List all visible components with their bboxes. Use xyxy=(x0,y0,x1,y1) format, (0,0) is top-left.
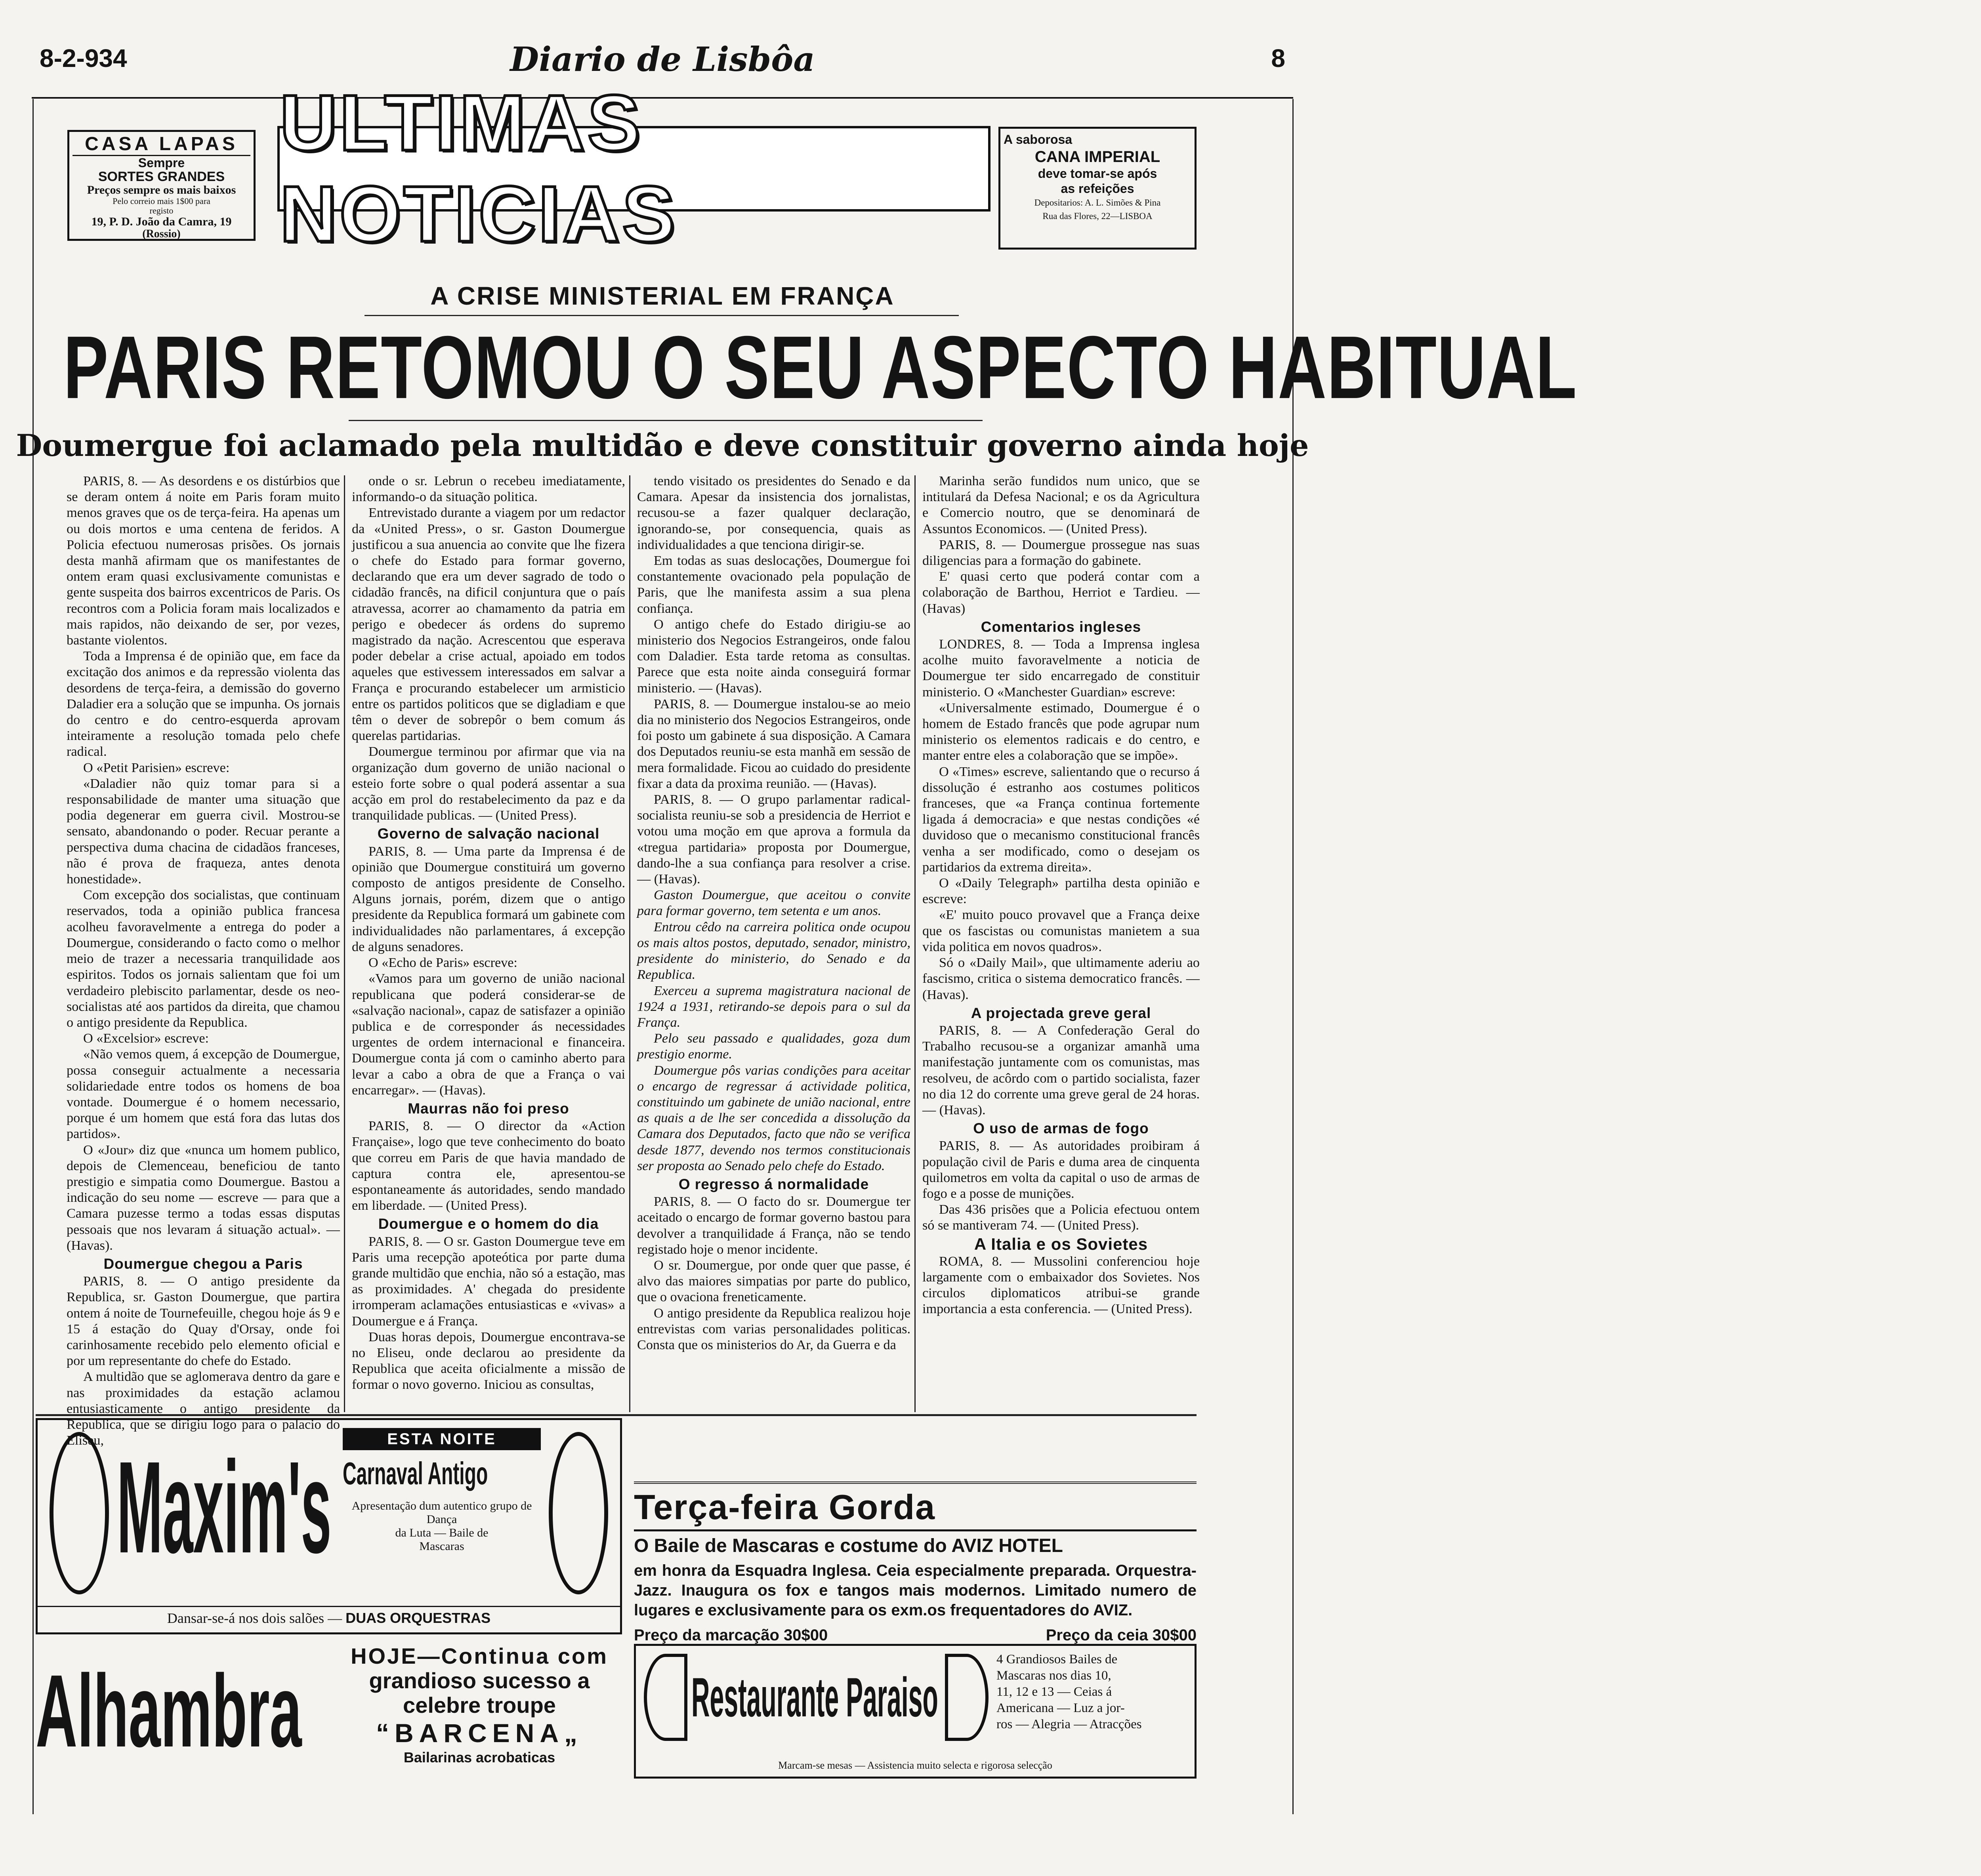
paragraph: Toda a Imprensa é de opinião que, em face da excitação dos animos e da repressão violenta das desordens de terça-feira, a demissão do governo Daladier era a solução que se impunha. Os jornais do centro e do centro-esquerda aprovam inteiramente a resolução tomada pelo chefe radical. xyxy=(67,649,340,759)
paragraph: E' quasi certo que poderá contar com a colaboração de Barthou, Herriot e Tardieu. — (Havas) xyxy=(922,569,1200,616)
ad-alhambra xyxy=(36,1644,622,1790)
alhambra-logo: Alhambra xyxy=(36,1654,302,1769)
alhambra-line4: “BARCENA„ xyxy=(376,1718,583,1748)
paragraph: O «Echo de Paris» escreve: xyxy=(368,955,517,970)
ads-rule xyxy=(634,1481,1197,1484)
maxims-desc1: Apresentação dum autentico grupo de Dança xyxy=(351,1499,532,1526)
paragraph: «Vamos para um governo de união nacional republicana que poderá considerar-se de «salvação nacional», capaz de satisfazer a opinião publica e de corresponder ás necessidades urgentes de ordem internacional e financeira. Doumergue conta já com o caminho aberto para levar a cabo a obra de que a França o vai encarregar». — (Havas). xyxy=(352,971,625,1098)
alhambra-line5: Bailarinas acrobaticas xyxy=(403,1749,555,1765)
restaurante-text5: ros — Alegria — Atracções xyxy=(996,1717,1142,1731)
paragraph: Gaston Doumergue, que aceitou o convite para formar governo, tem setenta e um anos. xyxy=(637,888,910,919)
terca-line1: O Baile de Mascaras e costume do AVIZ HOTEL xyxy=(634,1529,1197,1558)
ad-cana-line6: Rua das Flores, 22—LISBOA xyxy=(1042,211,1153,221)
maxims-desc2: da Luta — Baile de xyxy=(395,1526,489,1539)
ad-maxims xyxy=(36,1418,622,1634)
paragraph: «E' muito pouco provavel que a França deixe que os fascistas ou comunistas manietem a sua vida politica em novos quadros». xyxy=(922,907,1200,954)
paragraph: PARIS, 8. — O facto do sr. Doumergue ter aceitado o encargo de formar governo bastou para devolver a tranquilidade á França, não se tendo registado hoje o menor incidente. xyxy=(637,1194,910,1257)
alhambra-line2: grandioso sucesso a xyxy=(369,1668,590,1693)
ad-casa-lapas-line4: Pelo correio mais 1$00 para xyxy=(113,196,210,206)
ad-casa-lapas-line7: (Rossio) xyxy=(142,228,181,240)
subheadline: Doumergue foi aclamado pela multidão e deve constituir governo ainda hoje xyxy=(16,428,1309,463)
ad-cana-line3: deve tomar-se após xyxy=(1038,166,1157,181)
record-graphic-right xyxy=(549,1432,608,1594)
alhambra-line1: HOJE—Continua com xyxy=(351,1643,608,1668)
paragraph: PARIS, 8. — Uma parte da Imprensa é de opinião que Doumergue constituirá um governo composto de antigos presidente de Conselho. Alguns jornais, porém, dizem que o antigo presidente da Republica formará um gabinete com individualidades não parlamentares, á excepção de alguns senadores. xyxy=(352,844,625,954)
section-title: A projectada greve geral xyxy=(971,1005,1151,1021)
paragraph: PARIS, 8. — Doumergue prossegue nas suas diligencias para a formação do gabinete. xyxy=(922,537,1200,568)
paragraph: «Universalmente estimado, Doumergue é o homem de Estado francês que pode agrupar num ministerio os elementos radicais e do centro, e manter entre eles a colaboração que se impõe». xyxy=(922,700,1200,763)
paragraph: O «Excelsior» escreve: xyxy=(83,1031,209,1046)
paragraph: O antigo chefe do Estado dirigiu-se ao ministerio dos Negocios Estrangeiros, onde falou com Daladier. Esta tarde retoma as consultas. Parece que esta noite ainda conseguirá formar ministerio. — (Havas). xyxy=(637,617,910,696)
logo-graphic-left xyxy=(644,1654,687,1741)
terca-price-left: Preço da marcação 30$00 xyxy=(634,1626,828,1644)
maxims-tonight: ESTA NOITE xyxy=(387,1430,496,1448)
newspaper-masthead: Diario de Lisbôa xyxy=(510,40,815,79)
terca-body: em honra da Esquadra Inglesa. Ceia especialmente preparada. Orquestra-Jazz. Inaugura os fox e tangos mais modernos. Limitado numero de lugares e exclusivamente para os exm.os frequentadores do AVIZ. xyxy=(634,1562,1197,1619)
paragraph: Exerceu a suprema magistratura nacional de 1924 a 1931, retirando-se depois para o sul da França. xyxy=(637,983,910,1030)
maxims-logo: Maxim's xyxy=(117,1434,332,1580)
paragraph: «Não vemos quem, á excepção de Doumergue, possa conseguir actualmente a necessaria solidariedade entre todos os homens de boa vontade. Doumergue é o homem necessario, porque é um homem que está fora das lutas dos partidos». xyxy=(67,1047,340,1142)
paragraph: PARIS, 8. — Doumergue instalou-se ao meio dia no ministerio dos Negocios Estrangeiros, onde foi posto um gabinete á sua disposição. A Camara dos Deputados reuniu-se esta manhã em sessão de mera formalidade. Ficou ao cuidado do presidente fixar a data da proxima reunião. — (Havas). xyxy=(637,696,910,791)
paragraph: O «Jour» diz que «nunca um homem publico, depois de Clemenceau, beneficiou de tanto prestigio e simpatia como Doumergue. Bastou a indicação do seu nome — escreve — para que a Camara puzesse termo a todas essas disputas pessoais que nos levaram á situação actual». — (Havas). xyxy=(67,1142,340,1253)
paragraph: tendo visitado os presidentes do Senado e da Camara. Apesar da insistencia dos jornalistas, recusou-se a fazer qualquer declaração, ignorando-se, por consequencia, quais as individualidades a que tenciona dirigir-se. xyxy=(637,474,910,552)
ad-casa-lapas xyxy=(67,130,256,241)
restaurante-text1: 4 Grandiosos Bailes de xyxy=(996,1652,1118,1666)
paragraph: PARIS, 8. — As desordens e os distúrbios que se deram ontem á noite em Paris foram muito menos graves que os de terça-feira. Ha apenas um ou dois mortos e uma centena de feridos. A Policia efectuou numerosas prisões. Os jornais desta manhã afirmam que os manifestantes de ontem eram quasi exclusivamente comunistas e gente suspeita dos bairros excentricos de Paris. Os recontros com a Policia foram mais localizados e mais rapidos, não deixando de ser, por vezes, bastante violentos. xyxy=(67,474,340,648)
paragraph: Marinha serão fundidos num unico, que se intitulará da Defesa Nacional; e os da Agricultura e Comercio noutro, que se denominará de Assuntos Economicos. — (United Press). xyxy=(922,474,1200,536)
alhambra-line3: celebre troupe xyxy=(403,1693,556,1718)
restaurante-text4: Americana — Luz a jor- xyxy=(996,1701,1125,1715)
column-divider xyxy=(914,475,916,1412)
paragraph: Só o «Daily Mail», que ultimamente aderiu ao fascismo, critica o sistema democratico francês. — (Havas). xyxy=(922,955,1200,1002)
banner-text: ULTIMAS NOTICIAS xyxy=(280,79,678,258)
paragraph: «Daladier não quiz tomar para si a responsabilidade de manter uma situação que podia degenerar em guerra civil. Mostrou-se sensato, abandonando o poder. Recuar perante a perspectiva duma chacina de cidadãos franceses, não é prova de fraqueza, antes denota honestidade». xyxy=(67,776,340,887)
paragraph: onde o sr. Lebrun o recebeu imediatamente, informando-o da situação politica. xyxy=(352,474,625,505)
paragraph: Das 436 prisões que a Policia efectuou ontem só se mantiveram 74. — (United Press). xyxy=(922,1202,1200,1233)
paragraph: Com excepção dos socialistas, que continuam reservados, toda a opinião publica francesa acolheu favoravelmente a entrega do poder a Doumergue, considerando o facto como o melhor meio de trazer a necessaria tranquilidade aos espiritos. Todos os jornais salientam que foi um verdadeiro plebiscito parlamentar, desde os neo-socialistas até aos partidos da direita, que chamou o antigo presidente da Republica. xyxy=(67,888,340,1030)
paragraph: O «Petit Parisien» escreve: xyxy=(83,760,230,775)
ad-casa-lapas-address: 19, P. D. João da Camra, 19 xyxy=(91,215,232,228)
article-column-3 xyxy=(637,473,910,1412)
main-headline-text: PARIS RETOMOU O SEU ASPECTO HABITUAL xyxy=(63,317,1577,417)
restaurante-text2: Mascaras nos dias 10, xyxy=(996,1668,1111,1683)
ad-cana-line5: Depositarios: A. L. Simões & Pina xyxy=(1034,198,1161,208)
paragraph: Em todas as suas deslocações, Doumergue foi constantemente ovacionado pela população de Paris, que lhe manifesta assim a sua plena confiança. xyxy=(637,553,910,616)
paragraph: A multidão que se aglomerava dentro da gare e nas proximidades da estação aclamou entusiasticamente o antigo presidente da Republica, que se dirigiu logo para o palacio do Eliseu, xyxy=(67,1369,340,1448)
paragraph: O «Daily Telegraph» partilha desta opinião e escreve: xyxy=(922,876,1200,907)
ad-cana-imperial xyxy=(998,127,1197,250)
maxims-footer-right: DUAS ORQUESTRAS xyxy=(345,1610,491,1626)
section-title: Doumergue chegou a Paris xyxy=(103,1255,303,1272)
maxims-footer-left: Dansar-se-á nos dois salões — xyxy=(167,1610,342,1626)
ad-casa-lapas-line5: registo xyxy=(149,206,174,215)
ad-cana-line4: as refeições xyxy=(1061,181,1134,196)
paragraph: Entrou cêdo na carreira politica onde ocupou os mais altos postos, deputado, senador, ministro, presidente do ministerio, do Senado e da Republica. xyxy=(637,919,910,982)
paragraph: Doumergue pôs varias condições para aceitar o encargo de regressar á actividade politica, constituindo um gabinete de união nacional, entre as quais a de lhe ser concedida a dissolução da Camara dos Deputados, facto que não se verifica desde 1877, devendo nos termos constitucionais ser proposta ao Senado pelo chefe do Estado. xyxy=(637,1063,910,1173)
logo-graphic-right xyxy=(945,1654,989,1741)
ad-casa-lapas-title: CASA LAPAS xyxy=(73,133,250,156)
restaurante-footer: Marcam-se mesas — Assistencia muito selecta e rigorosa selecção xyxy=(778,1760,1052,1771)
section-title: Governo de salvação nacional xyxy=(377,826,600,842)
articles-bottom-rule xyxy=(36,1414,1197,1416)
paragraph: LONDRES, 8. — Toda a Imprensa inglesa acolhe muito favoravelmente a noticia de Doumergue ter sido encarregado de constituir ministerio. O «Manchester Guardian» escreve: xyxy=(922,637,1200,700)
paragraph: ROMA, 8. — Mussolini conferenciou hoje largamente com o embaixador dos Sovietes. Nos circulos diplomaticos atribui-se grande importancia a esta conferencia. — (United Press). xyxy=(922,1254,1200,1317)
restaurante-logo: Restaurante Paraiso xyxy=(691,1666,938,1728)
ad-restaurante-paraiso xyxy=(634,1644,1197,1779)
restaurante-text3: 11, 12 e 13 — Ceias á xyxy=(996,1685,1112,1699)
paragraph: Duas horas depois, Doumergue encontrava-se no Eliseu, onde declarou ao presidente da Republica que aceita oficialmente a missão de formar o novo governo. Iniciou as consultas, xyxy=(352,1329,625,1392)
article-column-4 xyxy=(922,473,1200,1321)
record-graphic-left xyxy=(50,1432,109,1594)
paragraph: O «Times» escreve, salientando que o recurso á dissolução é estranho aos costumes politicos franceses, que «a França continua fortemente ligada á democracia» e que nestas condições «é duvidoso que o mecanismo constitucional francês venha a ser modificado, como o desejam os partidarios da extrema direita». xyxy=(922,764,1200,875)
ad-casa-lapas-line2: SORTES GRANDES xyxy=(98,169,225,184)
ad-terca-feira-gorda xyxy=(634,1487,1197,1647)
column-divider xyxy=(344,475,345,1412)
article-column-2 xyxy=(352,473,625,1412)
section-title: O uso de armas de fogo xyxy=(973,1120,1149,1137)
paragraph: Doumergue terminou por afirmar que via na organização dum governo de união nacional o esteio forte sobre o qual poderá assentar a sua acção em prol do restabelecimento da paz e da tranquilidade publicas. — (United Press). xyxy=(352,744,625,823)
terca-price-right: Preço da ceia 30$00 xyxy=(1046,1626,1197,1644)
paragraph: O antigo presidente da Republica realizou hoje entrevistas com varias personalidades politicas. Consta que os ministerios do Ar, da Guerra e da xyxy=(637,1306,910,1352)
headline-rule xyxy=(349,420,983,421)
kicker-rule xyxy=(365,315,959,316)
ad-cana-line1: A saborosa xyxy=(1004,132,1073,147)
column-divider xyxy=(629,475,630,1412)
paragraph: PARIS, 8. — O grupo parlamentar radical-socialista reuniu-se sob a presidencia de Herriot e votou uma moção em que aprova a formula da «tregua partidaria» proposta por Doumergue, dando-lhe a sua confiança para resolver a crise. — (Havas). xyxy=(637,792,910,887)
section-title: O regresso á normalidade xyxy=(678,1176,869,1192)
paragraph: O sr. Doumergue, por onde quer que passe, é alvo das maiores simpatias por parte do publico, que o ovaciona freneticamente. xyxy=(637,1258,910,1305)
page-number: 8 xyxy=(1271,44,1285,72)
section-title: Comentarios ingleses xyxy=(981,618,1141,635)
paragraph: PARIS, 8. — As autoridades proibiram á população civil de Paris e duma area de cinquenta quilometros em volta da capital o uso de armas de fogo e a posse de munições. xyxy=(922,1138,1200,1201)
ad-casa-lapas-line1: Sempre xyxy=(138,156,185,170)
section-title: Maurras não foi preso xyxy=(408,1100,569,1117)
kicker: A CRISE MINISTERIAL EM FRANÇA xyxy=(430,282,895,310)
section-title: Doumergue e o homem do dia xyxy=(378,1216,599,1232)
ad-cana-product: CANA IMPERIAL xyxy=(1034,148,1160,166)
maxims-desc3: Mascaras xyxy=(419,1540,464,1553)
paragraph: PARIS, 8. — A Confederação Geral do Trabalho recusou-se a organizar amanhã uma manifestação juntamente com os comunistas, mas resolveu, de acôrdo com o partido socialista, fazer no dia 12 do corrente uma greve geral de 24 horas. — (Havas). xyxy=(922,1023,1200,1117)
main-headline xyxy=(63,317,1577,417)
ad-casa-lapas-line3: Preços sempre os mais baixos xyxy=(87,183,236,196)
paragraph: PARIS, 8. — O director da «Action Française», logo que teve conhecimento do boato que correu em Paris de que havia mandado de captura contra ele, apresentou-se espontaneamente ás autoridades, sendo mandado em liberdade. — (United Press). xyxy=(352,1119,625,1213)
ultimas-noticias-banner xyxy=(277,79,990,258)
section-title: A Italia e os Sovietes xyxy=(974,1234,1148,1253)
left-border xyxy=(32,99,34,1814)
terca-title: Terça-feira Gorda xyxy=(634,1487,936,1527)
paragraph: PARIS, 8. — O sr. Gaston Doumergue teve em Paris uma recepção apoteótica por parte duma grande multidão que enchia, não só a estação, mas as proximidades. A' chegada do presidente irromperam aclamações entusiasticas e «vivas» a Doumergue e á França. xyxy=(352,1234,625,1329)
paragraph: Entrevistado durante a viagem por um redactor da «United Press», o sr. Gaston Doumergue justificou a sua anuencia ao convite que lhe fizera o chefe do Estado para formar governo, declarando que era um dever sagrado de todo o cidadão francês, na dificil conjuntura que o país atravessa, acorrer ao chamamento da patria em perigo e obedecer ás ordens do supremo magistrado da nação. Acrescentou que esperava poder debelar a crise actual, apoiado em todos aqueles que estivessem interessados em salvar a França e procurando estabelecer um armisticio entre os partidos politicos que se digladiam e que têm o dever de sobrepôr o bem comum ás querelas partidarias. xyxy=(352,505,625,744)
maxims-event: Carnaval Antigo xyxy=(343,1456,488,1491)
issue-date: 8-2-934 xyxy=(40,44,127,72)
paragraph: Pelo seu passado e qualidades, goza dum prestigio enorme. xyxy=(637,1031,910,1062)
article-column-1 xyxy=(67,473,340,1448)
paragraph: PARIS, 8. — O antigo presidente da Republica, sr. Gaston Doumergue, que partira ontem á noite de Tournefeuille, chegou hoje ás 9 e 15 á estação do Quay d'Orsay, onde foi carinhosamente recebido pelo elemento oficial e por um representante do chefe do Estado. xyxy=(67,1274,340,1369)
